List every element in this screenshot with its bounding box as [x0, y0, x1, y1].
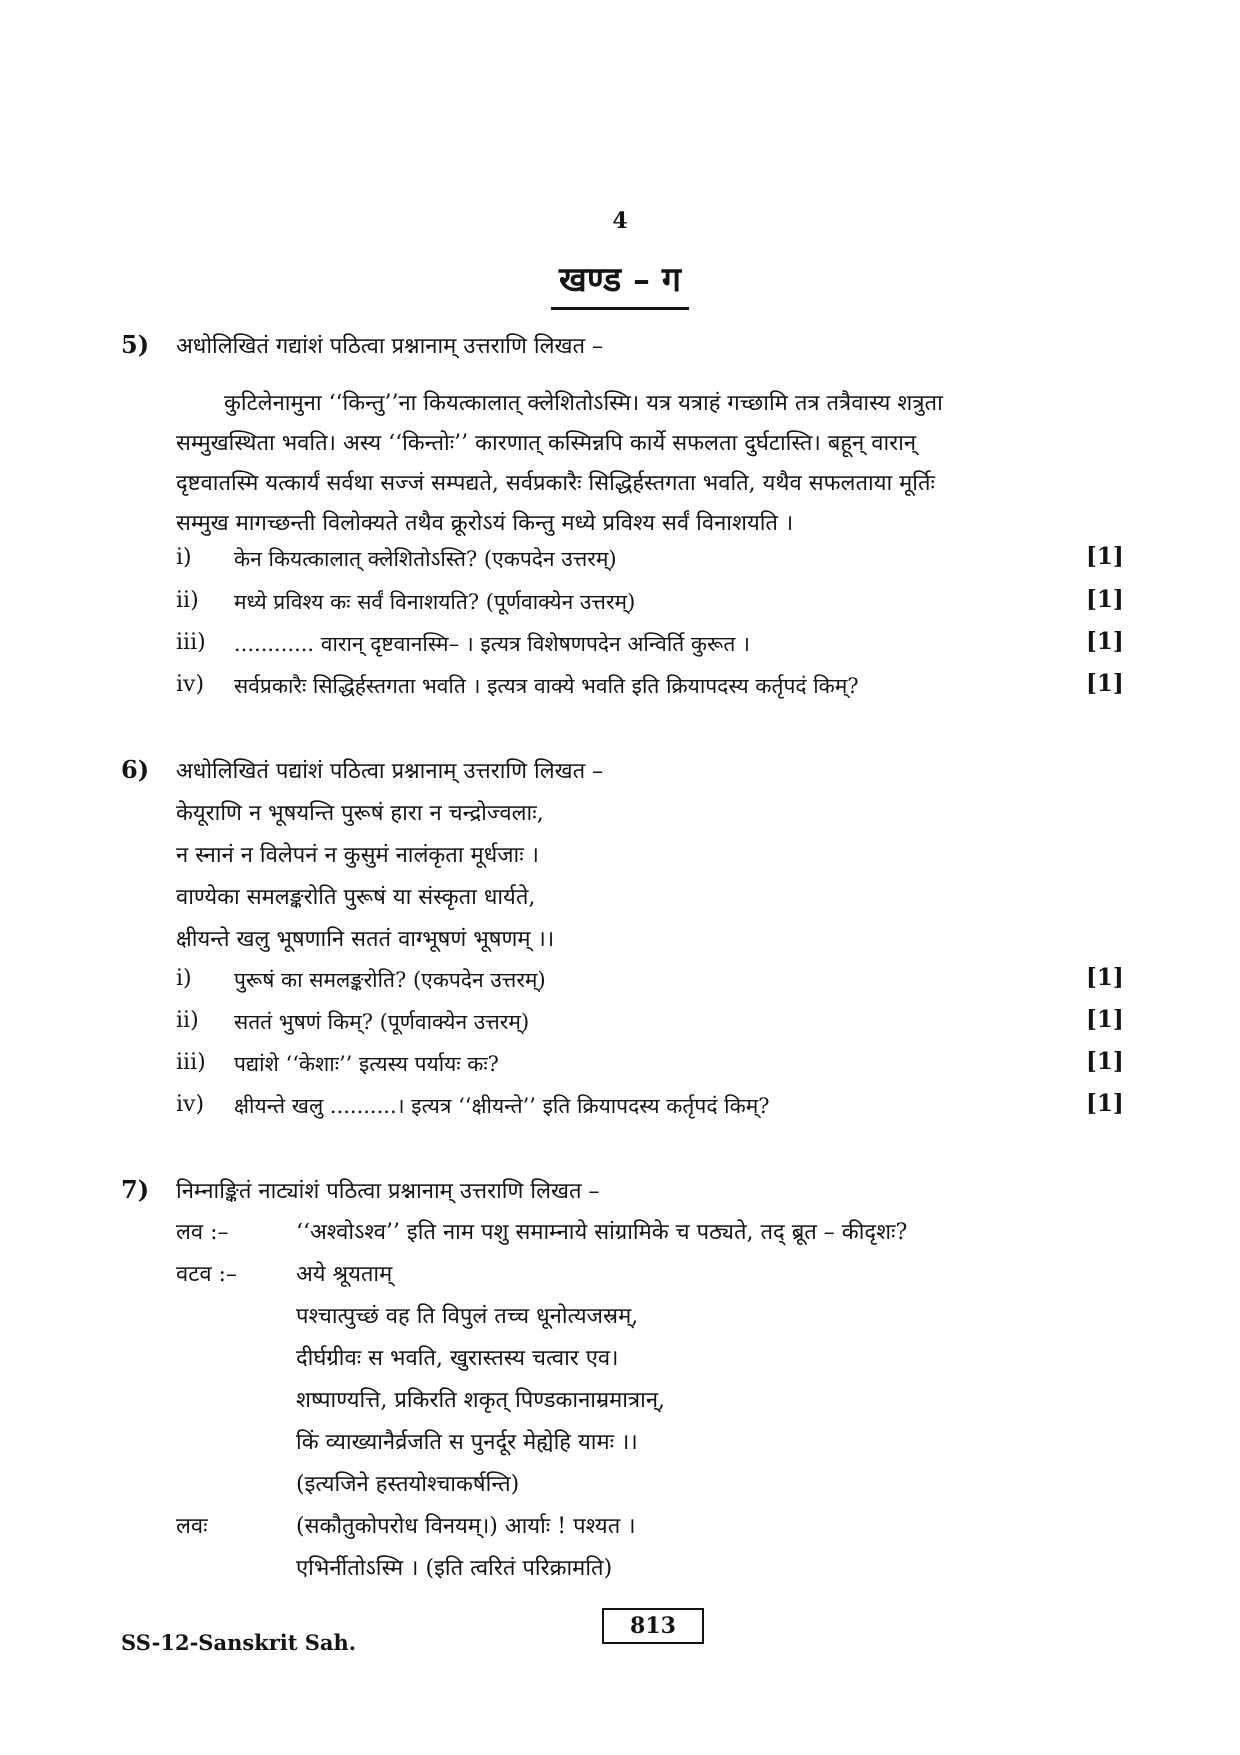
dialogue-line: अये श्रूयताम्: [296, 1262, 393, 1287]
dialogue-speaker: लव :–: [176, 1220, 229, 1245]
dialogue-line: पश्चात्पुच्छं वह ति विपुलं तच्च धूनोत्यजस्रम्,: [296, 1304, 639, 1329]
verse-line: न स्नानं न विलेपनं न कुसुमं नालंकृता मूर्धजाः ।: [176, 843, 540, 868]
q5-sub-question: केन कियत्कालात् क्लेशितोऽस्ति? (एकपदेन उत्तरम्): [234, 547, 617, 571]
q5-sub-number: ii): [176, 588, 199, 613]
q5-sub-marks: [1]: [1086, 586, 1124, 613]
q6-sub-question: पुरूषं का समलङ्करोति? (एकपदेन उत्तरम्): [234, 968, 546, 992]
verse-line: क्षीयन्ते खलु भूषणानि सततं वाग्भूषणं भूषणम् ।।: [176, 927, 555, 952]
q5-sub-marks: [1]: [1086, 628, 1124, 655]
q6-sub-number: iii): [176, 1050, 206, 1075]
question-7-number: 7): [121, 1175, 150, 1204]
page-number: 4: [612, 208, 628, 234]
q6-sub-question: पद्यांशे ‘‘केशाः’’ इत्यस्य पर्यायः कः?: [234, 1052, 499, 1076]
dialogue-line: किं व्याख्यानैर्व्रजति स पुनर्दूर मेह्येहि यामः ।।: [296, 1430, 638, 1455]
q6-sub-number: ii): [176, 1008, 199, 1033]
dialogue-line: शष्पाण्यत्ति, प्रकिरति शकृत् पिण्डकानाम्रमात्रान्,: [296, 1388, 666, 1413]
question-6-number: 6): [121, 755, 150, 784]
q6-sub-question: क्षीयन्ते खलु ..........। इत्यत्र ‘‘क्षीयन्ते’’ इति क्रियापदस्य कर्तृपदं किम्?: [234, 1094, 770, 1118]
paper-code: SS-12-Sanskrit Sah.: [121, 1630, 357, 1655]
q5-sub-number: iii): [176, 630, 206, 655]
verse-line: वाण्येका समलङ्करोति पुरूषं या संस्कृता धार्यते,: [176, 885, 536, 910]
dialogue-line: एभिर्नीतोऽस्मि । (इति त्वरितं परिक्रामति): [296, 1556, 613, 1581]
verse-line: केयूराणि न भूषयन्ति पुरूषं हारा न चन्द्रोज्वलाः,: [176, 801, 544, 826]
q5-sub-number: iv): [176, 672, 205, 697]
q6-sub-marks: [1]: [1086, 1006, 1124, 1033]
dialogue-speaker: वटव :–: [176, 1262, 237, 1287]
q6-sub-marks: [1]: [1086, 1048, 1124, 1075]
question-7-heading: निम्नाङ्कितं नाट्यांशं पठित्वा प्रश्नानाम् उत्तराणि लिखत –: [176, 1179, 600, 1204]
dialogue-line: दीर्घग्रीवः स भवति, खुरास्तस्य चत्वार एव।: [296, 1346, 619, 1371]
section-title-text: खण्ड – ग: [551, 255, 689, 310]
q6-sub-number: i): [176, 966, 192, 991]
passage-line: कुटिलेनामुना ‘‘किन्तु’’ना कियत्कालात् क्लेशितोऽस्मि। यत्र यत्राहं गच्छामि तत्र तत्रैवास्य शत्रुता: [224, 391, 943, 416]
q6-sub-marks: [1]: [1086, 1090, 1124, 1117]
q5-sub-question: सर्वप्रकारैः सिद्धिर्हस्तगता भवति । इत्यत्र वाक्ये भवति इति क्रियापदस्य कर्तृपदं किम्?: [234, 674, 859, 698]
question-5-heading: अधोलिखितं गद्यांशं पठित्वा प्रश्नानाम् उत्तराणि लिखत –: [176, 334, 604, 359]
q6-sub-marks: [1]: [1086, 964, 1124, 991]
section-title: [0, 255, 1240, 310]
q5-sub-marks: [1]: [1086, 670, 1124, 697]
q5-sub-marks: [1]: [1086, 543, 1124, 570]
passage-line: सम्मुख मागच्छन्ती विलोक्यते तथैव क्रूरोऽयं किन्तु मध्ये प्रविश्य सर्वं विनाशयति ।: [176, 511, 794, 536]
passage-line: दृष्टवातस्मि यत्कार्यं सर्वथा सज्जं सम्पद्यते, सर्वप्रकारैः सिद्धिर्हस्तगता भवति, यथैव सफलताया मूर्तिः: [176, 471, 935, 496]
dialogue-line: (सकौतुकोपरोध विनयम्।) आर्याः ! पश्यत ।: [296, 1514, 636, 1539]
q6-sub-number: iv): [176, 1092, 205, 1117]
stage-direction: (इत्यजिने हस्तयोश्चाकर्षन्ति): [296, 1472, 520, 1497]
passage-line: सम्मुखस्थिता भवति। अस्य ‘‘किन्तोः’’ कारणात् कस्मिन्नपि कार्ये सफलता दुर्घटास्ति। बहून् वारान्: [176, 431, 917, 456]
question-5-passage: [176, 384, 1124, 544]
dialogue-line: ‘‘अश्वोऽश्व’’ इति नाम पशु समाम्नाये सांग्रामिके च पठ्यते, तद् ब्रूत – कीदृशः?: [296, 1220, 908, 1245]
q5-sub-number: i): [176, 545, 192, 570]
paper-number-box: 813: [602, 1608, 704, 1644]
dialogue-speaker: लवः: [176, 1514, 208, 1539]
question-5-number: 5): [121, 330, 150, 359]
q6-sub-question: सततं भुषणं किम्? (पूर्णवाक्येन उत्तरम्): [234, 1010, 530, 1034]
q5-sub-question: ............ वारान् दृष्टवानस्मि– । इत्यत्र विशेषणपदेन अन्विर्ति कुरूत ।: [234, 632, 750, 656]
question-6-heading: अधोलिखितं पद्यांशं पठित्वा प्रश्नानाम् उत्तराणि लिखत –: [176, 759, 604, 784]
q5-sub-question: मध्ये प्रविश्य कः सर्वं विनाशयति? (पूर्णवाक्येन उत्तरम्): [234, 590, 636, 614]
